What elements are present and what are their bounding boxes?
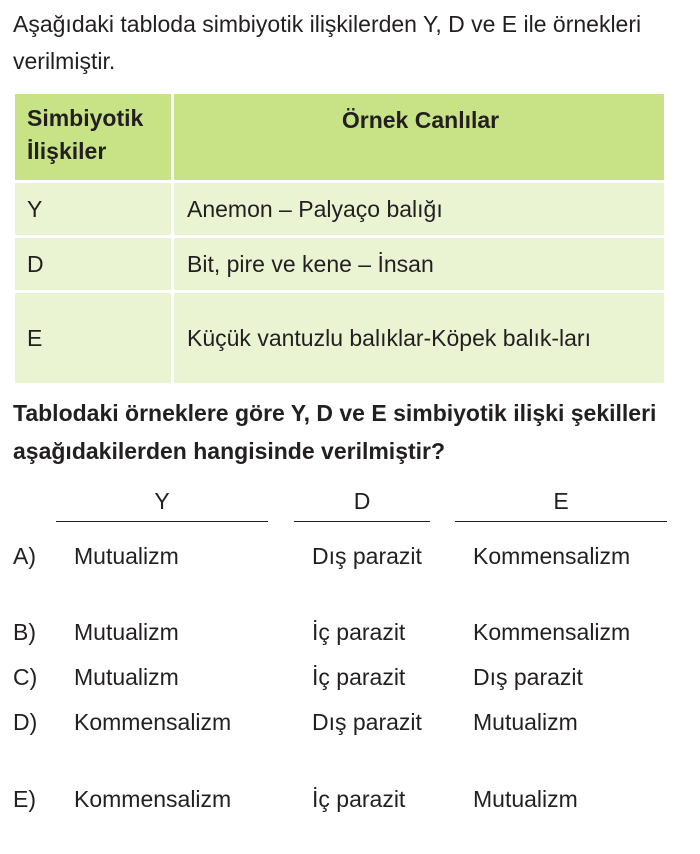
option-c-letter[interactable]: C) (13, 664, 38, 690)
header-examples: Örnek Canlılar (174, 94, 664, 180)
column-header-e: E (553, 488, 569, 514)
option-a-y: Mutualizm (74, 543, 179, 569)
table-header-row (15, 94, 664, 183)
row-label: D (15, 238, 174, 290)
header-relationship: Simbiyotik İlişkiler (15, 94, 174, 180)
option-b-letter[interactable]: B) (13, 619, 36, 645)
row-example: Anemon – Palyaço balığı (174, 183, 664, 235)
row-example: Bit, pire ve kene – İnsan (174, 238, 664, 290)
option-b-y: Mutualizm (74, 619, 179, 645)
option-b-e: Kommensalizm (473, 619, 631, 645)
option-e-letter[interactable]: E) (13, 786, 36, 812)
option-d-d: Dış parazit (312, 709, 422, 735)
option-c-y: Mutualizm (74, 664, 179, 690)
option-e-e: Mutualizm (473, 786, 578, 812)
option-d-letter[interactable]: D) (13, 709, 38, 735)
row-label: E (15, 293, 174, 383)
table-row (15, 238, 664, 293)
option-c-d: İç parazit (312, 664, 406, 690)
intro-text: Aşağıdaki tabloda simbiyotik ilişkilerden Y, D ve E ile örnekleri verilmiştir. (13, 11, 642, 74)
column-header-d: D (353, 488, 371, 514)
option-a-letter[interactable]: A) (13, 543, 36, 569)
column-header-y: Y (154, 488, 170, 514)
option-a-d: Dış parazit (312, 543, 422, 569)
table-row (15, 293, 664, 386)
option-e-d: İç parazit (312, 786, 406, 812)
table-row (15, 183, 664, 238)
row-example: Küçük vantuzlu balıklar-Köpek balık-ları (174, 293, 664, 383)
column-rule-e (455, 521, 667, 522)
symbiosis-table (15, 94, 664, 386)
option-a-e: Kommensalizm (473, 543, 631, 569)
question-text: Tablodaki örneklere göre Y, D ve E simbiyotik ilişki şekilleri aşağıdakilerden hangisinde verilmiştir? (13, 400, 657, 464)
column-rule-y (56, 521, 268, 522)
option-d-e: Mutualizm (473, 709, 578, 735)
option-d-y: Kommensalizm (74, 709, 232, 735)
option-b-d: İç parazit (312, 619, 406, 645)
option-e-y: Kommensalizm (74, 786, 232, 812)
option-c-e: Dış parazit (473, 664, 583, 690)
row-label: Y (15, 183, 174, 235)
column-rule-d (294, 521, 430, 522)
